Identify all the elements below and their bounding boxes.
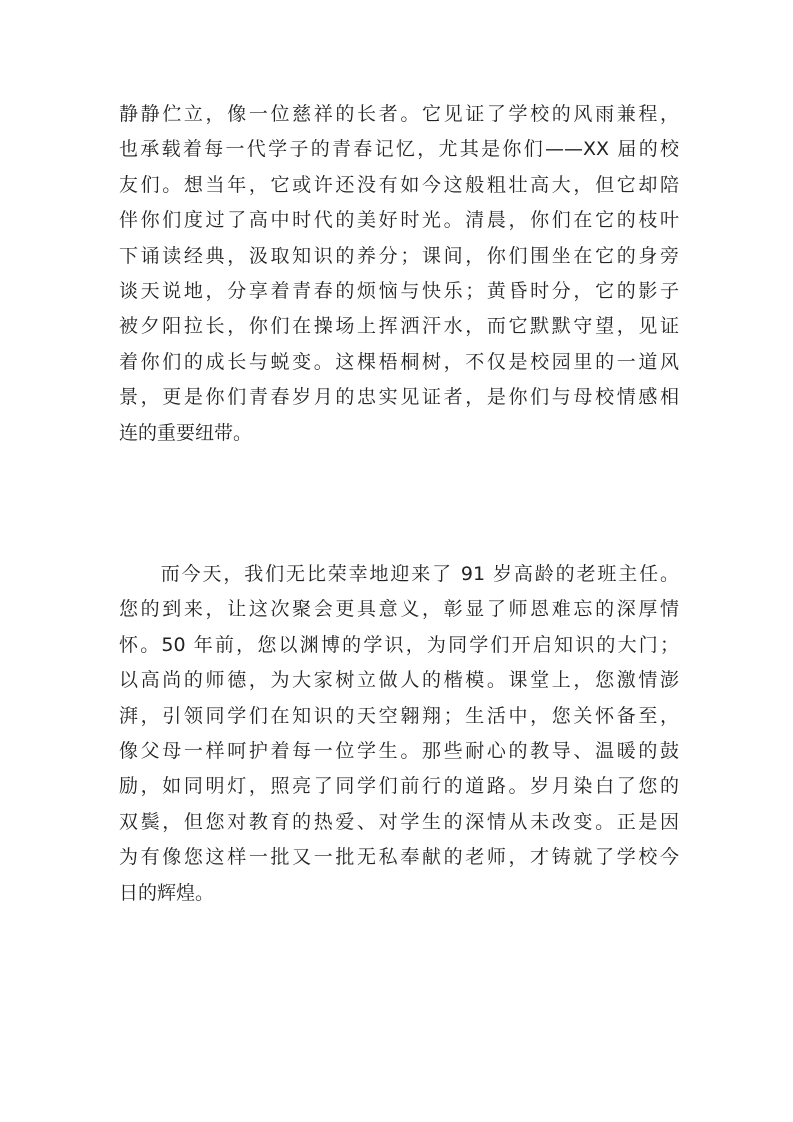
text-line: 友们。想当年，它或许还没有如今这般粗壮高大，但它却陪	[119, 173, 679, 196]
text-line: 您的到来，让这次聚会更具意义，彰显了师恩难忘的深厚情	[119, 598, 679, 621]
text-line: 双鬓，但您对教育的热爱、对学生的深情从未改变。正是因	[119, 810, 679, 833]
text-line: 日的辉煌。	[119, 881, 215, 904]
paragraph-1	[119, 97, 679, 451]
text-line: 以高尚的师德，为大家树立做人的楷模。课堂上，您激情澎	[119, 669, 679, 692]
text-line: 像父母一样呵护着每一位学生。那些耐心的教导、温暖的鼓	[119, 739, 679, 762]
text-line: 景，更是你们青春岁月的忠实见证者，是你们与母校情感相	[119, 386, 679, 409]
text-line: 被夕阳拉长，你们在操场上挥洒汗水，而它默默守望，见证	[119, 315, 679, 338]
text-line: 下诵读经典，汲取知识的养分；课间，你们围坐在它的身旁	[119, 244, 679, 267]
text-line: 伴你们度过了高中时代的美好时光。清晨，你们在它的枝叶	[119, 209, 679, 232]
text-line: 谈天说地，分享着青春的烦恼与快乐；黄昏时分，它的影子	[119, 279, 679, 302]
text-line: 连的重要纽带。	[119, 421, 253, 444]
text-line: 为有像您这样一批又一批无私奉献的老师，才铸就了学校今	[119, 846, 679, 869]
text-line: 也承载着每一代学子的青春记忆，尤其是你们——XX 届的校	[119, 138, 679, 161]
text-line: 湃，引领同学们在知识的天空翱翔；生活中，您关怀备至，	[119, 704, 679, 727]
paragraph-2	[119, 557, 679, 911]
text-line: 着你们的成长与蜕变。这棵梧桐树，不仅是校园里的一道风	[119, 350, 679, 373]
text-line: 静静伫立，像一位慈祥的长者。它见证了学校的风雨兼程，	[119, 103, 679, 125]
text-line: 怀。50 年前，您以渊博的学识，为同学们开启知识的大门；	[119, 633, 679, 656]
text-line: 而今天，我们无比荣幸地迎来了 91 岁高龄的老班主任。	[119, 563, 679, 585]
text-line: 励，如同明灯，照亮了同学们前行的道路。岁月染白了您的	[119, 775, 679, 798]
